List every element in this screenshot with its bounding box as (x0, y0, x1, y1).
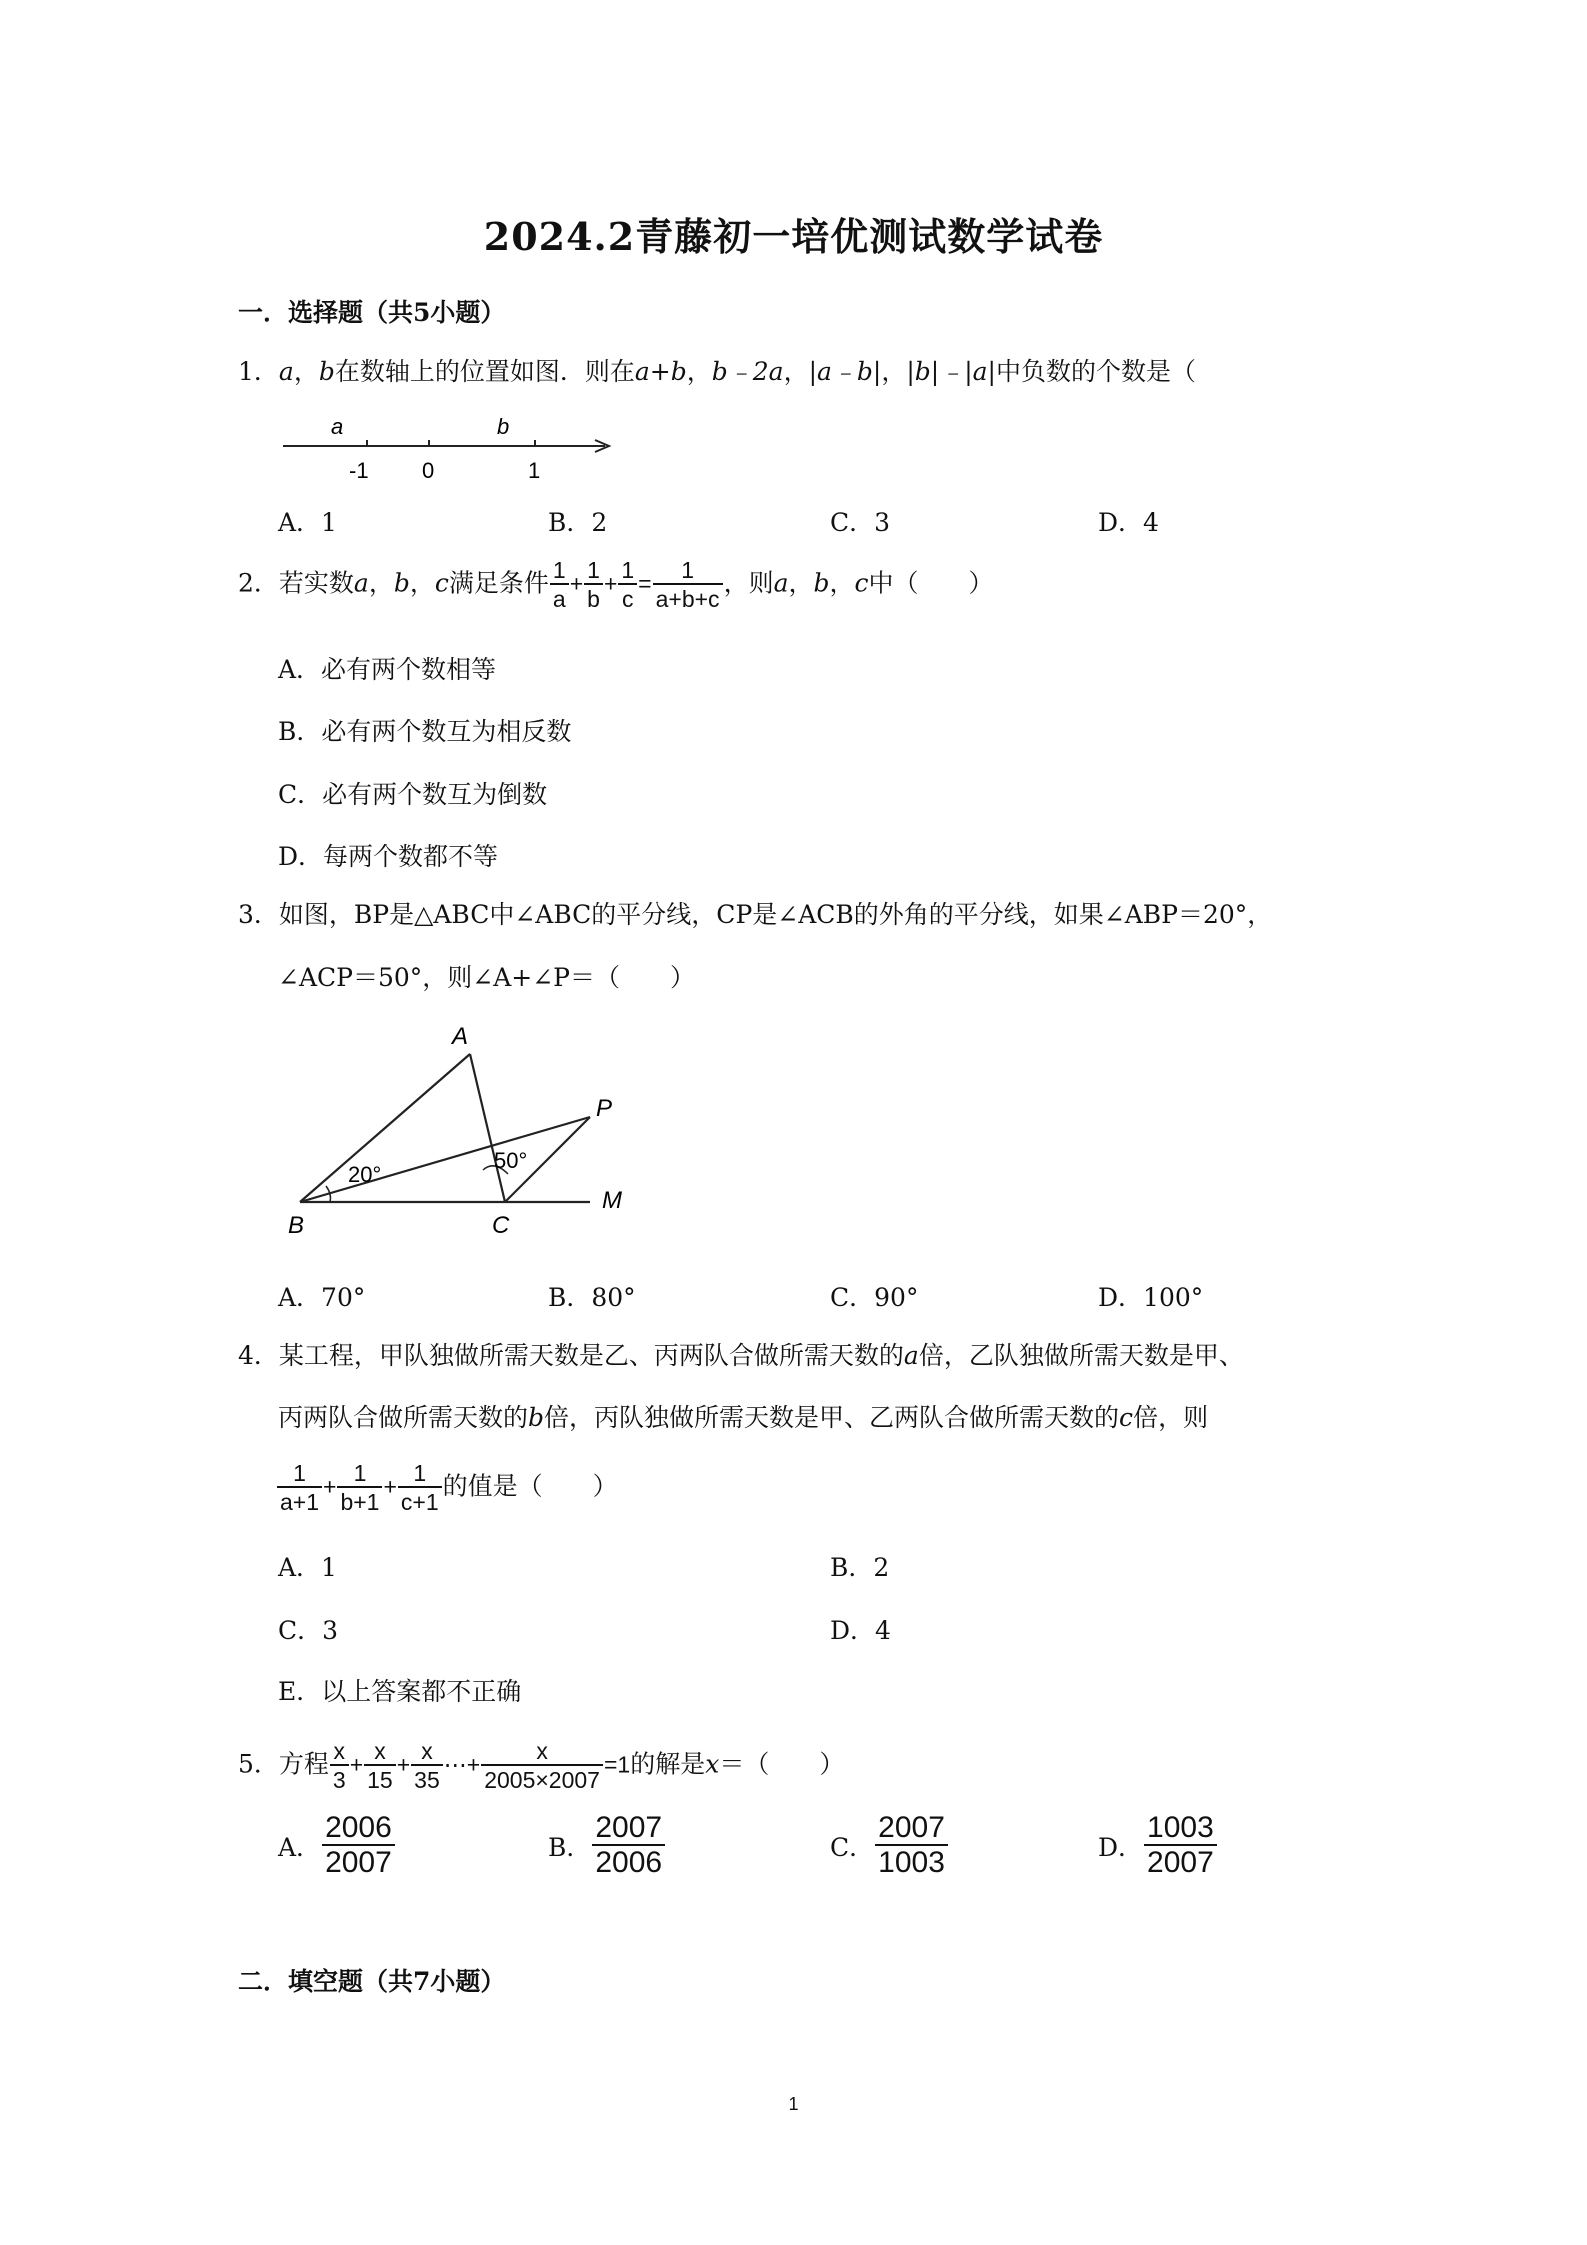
q4-option-a: A．1 (278, 1553, 337, 1582)
q3-option-d: D．100° (1098, 1283, 1204, 1312)
q3-option-b: B．80° (548, 1283, 636, 1312)
q5-option-c: C． $\frac{2007}{1003}$ (830, 1812, 949, 1880)
label-b: b (497, 414, 510, 439)
question-4-line3: $\frac{1}{a+1}$ + $\frac{1}{b+1}$ + $\frac{1}{c+1}$ 的值是（ ） (276, 1460, 618, 1516)
point-p-label: P (596, 1095, 613, 1122)
question-3-line2: ∠ACP＝50°，则∠A+∠P＝（ ） (278, 963, 695, 992)
q3-option-c: C．90° (830, 1283, 919, 1312)
point-m-label: M (602, 1187, 622, 1214)
tick-label-1: 1 (528, 458, 541, 483)
question-2: 2．若实数a，b，c满足条件 $\frac{1}{a}$ + $\frac{1}{b}$ + $\frac{1}{c}$ = $\frac{1}{a+b+c}$ ，则a，b，c中（ ） (238, 557, 994, 612)
number-line-figure (275, 410, 625, 485)
q5-option-a: A． $\frac{2006}{2007}$ (278, 1812, 396, 1880)
q3-option-a: A．70° (278, 1283, 366, 1312)
point-a-label: A (452, 1023, 469, 1050)
q2-option-a: A．必有两个数相等 (278, 655, 497, 684)
triangle-figure (280, 1022, 660, 1247)
question-4-line1: 4．某工程，甲队独做所需天数是乙、丙两队合做所需天数的a倍，乙队独做所需天数是甲、 (238, 1341, 1244, 1370)
section-heading-choice: 一．选择题（共5小题） (238, 298, 506, 327)
page-number: 1 (788, 2094, 799, 2114)
point-c-label: C (492, 1212, 510, 1239)
angle-50-label: 50° (494, 1148, 528, 1173)
label-a: a (331, 414, 344, 439)
tick-label-neg1: -1 (349, 458, 369, 483)
page-title: 2024.2青藤初一培优测试数学试卷 (483, 214, 1104, 259)
q1-option-a: A．1 (278, 508, 337, 537)
q4-option-c: C．3 (278, 1616, 339, 1645)
question-1: 1．a，b在数轴上的位置如图．则在a+b，b﹣2a，|a﹣b|，|b|﹣|a|中负数的个数是（ (238, 357, 1196, 386)
q1-option-c: C．3 (830, 508, 891, 537)
q4-option-d: D．4 (830, 1616, 891, 1645)
q2-option-d: D．每两个数都不等 (278, 842, 499, 871)
q1-option-d: D．4 (1098, 508, 1159, 537)
q4-option-e: E．以上答案都不正确 (278, 1677, 522, 1706)
q1-option-b: B．2 (548, 508, 608, 537)
q2-option-b: B．必有两个数互为相反数 (278, 717, 572, 746)
q5-option-d: D． $\frac{1003}{2007}$ (1098, 1812, 1218, 1880)
question-3-line1: 3．如图，BP是△ABC中∠ABC的平分线，CP是∠ACB的外角的平分线，如果∠ABP＝20°， (238, 900, 1273, 929)
section-heading-fill-blank: 二．填空题（共7小题） (238, 1967, 506, 1996)
angle-20-label: 20° (348, 1162, 382, 1187)
question-5: 5．方程 $\frac{x}{3}$ + $\frac{x}{15}$ + $\frac{x}{35}$ ⋯+ $\frac{x}{2005\times 2007}$ =1的解是x＝（ ） (238, 1738, 845, 1793)
point-b-label: B (288, 1212, 305, 1239)
q4-option-b: B．2 (830, 1553, 890, 1582)
question-4-line2: 丙两队合做所需天数的b倍，丙队独做所需天数是甲、乙两队合做所需天数的c倍，则 (278, 1403, 1209, 1432)
q2-option-c: C．必有两个数互为倒数 (278, 780, 548, 809)
tick-label-0: 0 (422, 458, 435, 483)
q5-option-b: B． $\frac{2007}{2006}$ (548, 1812, 666, 1880)
